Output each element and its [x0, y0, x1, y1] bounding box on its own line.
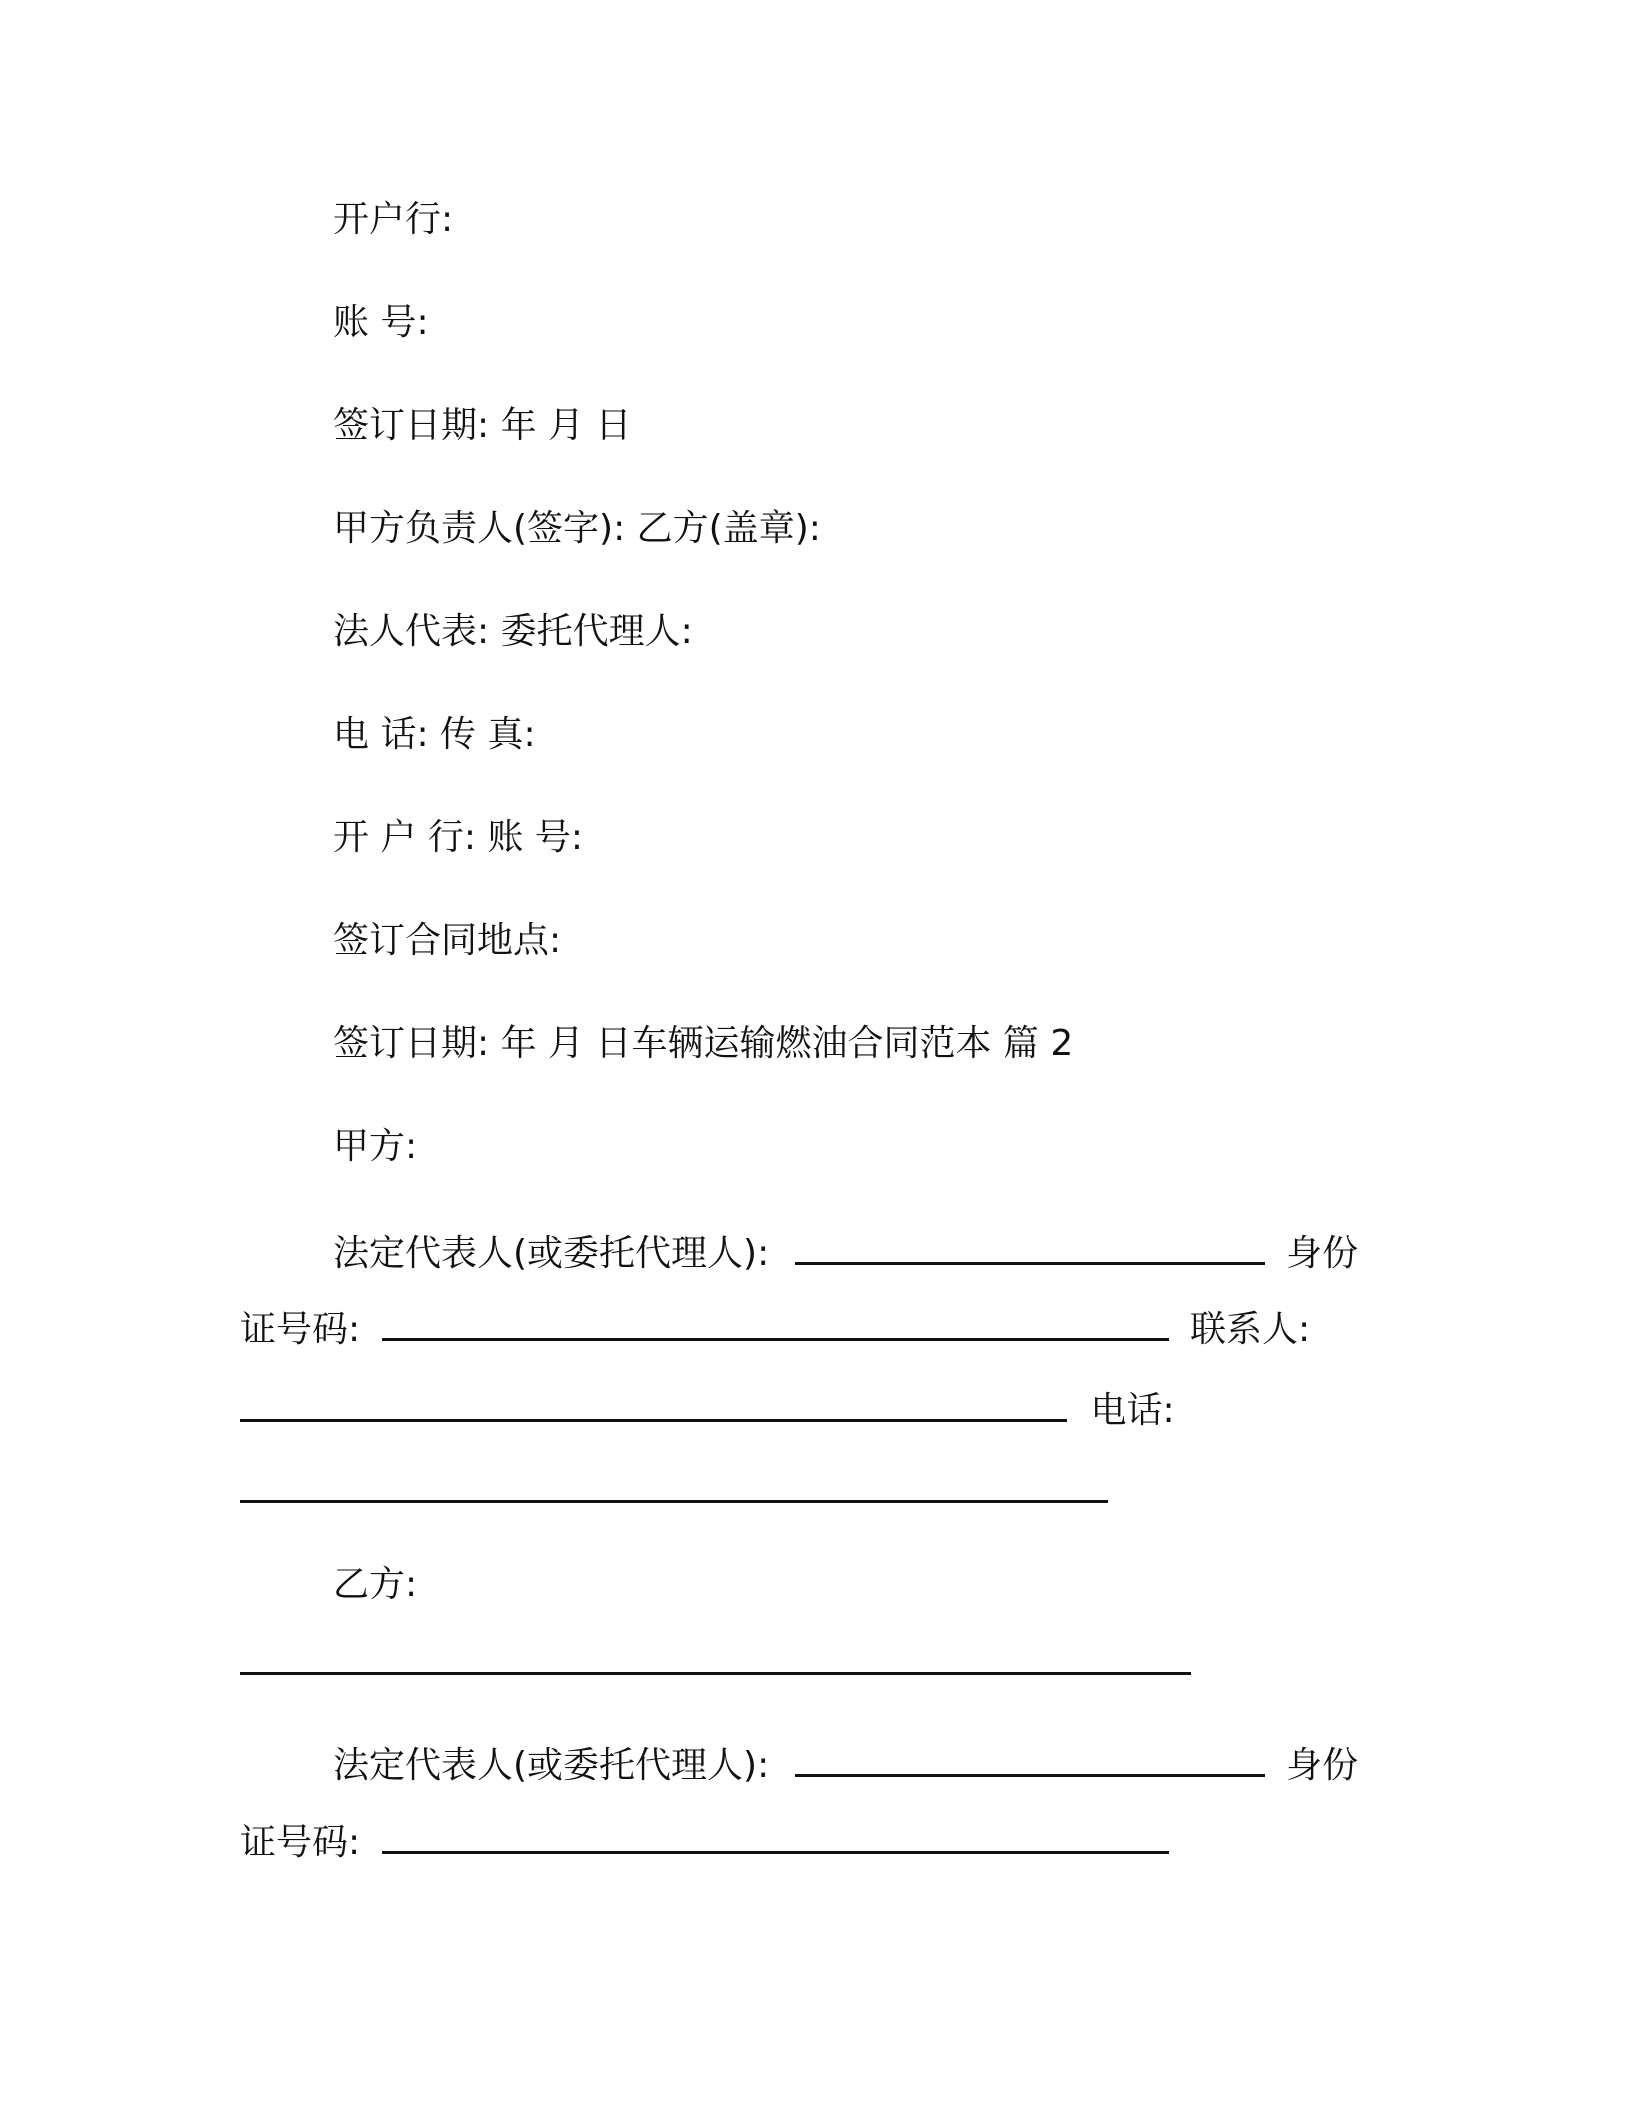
party-a-id-label: 证号码:: [240, 1309, 361, 1350]
party-b-id-line: [240, 1815, 1169, 1867]
party-a-contact-line: [240, 1383, 1175, 1435]
legal-rep-label: 法人代表: 委托代理人:: [333, 611, 693, 652]
sign-date-title-line: 签订日期: 年 月 日车辆运输燃油合同范本 篇 2: [333, 1023, 1074, 1064]
party-b-name-blank: [240, 1636, 1191, 1675]
party-b-id-label: 证号码:: [240, 1822, 361, 1863]
party-a-phone-blank: [240, 1464, 1108, 1503]
party-b-name-line: [240, 1636, 1191, 1688]
phone-fax-label: 电 话: 传 真:: [333, 714, 536, 755]
party-a-phone-line: [240, 1464, 1108, 1516]
party-a-id-blank: [382, 1302, 1169, 1341]
party-b-legal-rep-line: [333, 1738, 1358, 1790]
party-a-signature-label: 甲方负责人(签字): 乙方(盖章):: [333, 508, 821, 549]
sign-date-label: 签订日期: 年 月 日: [333, 405, 632, 446]
party-a-legal-rep-line: [333, 1226, 1358, 1278]
party-a-label: 甲方:: [333, 1126, 418, 1167]
bank-label: 开户行:: [333, 199, 454, 240]
party-b-label: 乙方:: [333, 1564, 418, 1605]
party-b-legal-rep-blank: [795, 1738, 1265, 1777]
party-b-id-prefix: 身份: [1286, 1745, 1359, 1786]
bank-account-label: 开 户 行: 账 号:: [333, 817, 584, 858]
sign-place-label: 签订合同地点:: [333, 920, 562, 961]
party-a-id-prefix: 身份: [1286, 1233, 1359, 1274]
party-a-id-line: [240, 1302, 1310, 1354]
party-a-legal-rep-blank: [795, 1226, 1265, 1265]
party-a-contact-blank: [240, 1383, 1067, 1422]
party-a-phone-label: 电话:: [1090, 1390, 1175, 1431]
party-b-legal-rep-label: 法定代表人(或委托代理人):: [333, 1745, 770, 1786]
party-a-legal-rep-label: 法定代表人(或委托代理人):: [333, 1233, 770, 1274]
account-label: 账 号:: [333, 302, 429, 343]
party-a-contact-label: 联系人:: [1190, 1309, 1311, 1350]
party-b-id-blank: [382, 1815, 1169, 1854]
